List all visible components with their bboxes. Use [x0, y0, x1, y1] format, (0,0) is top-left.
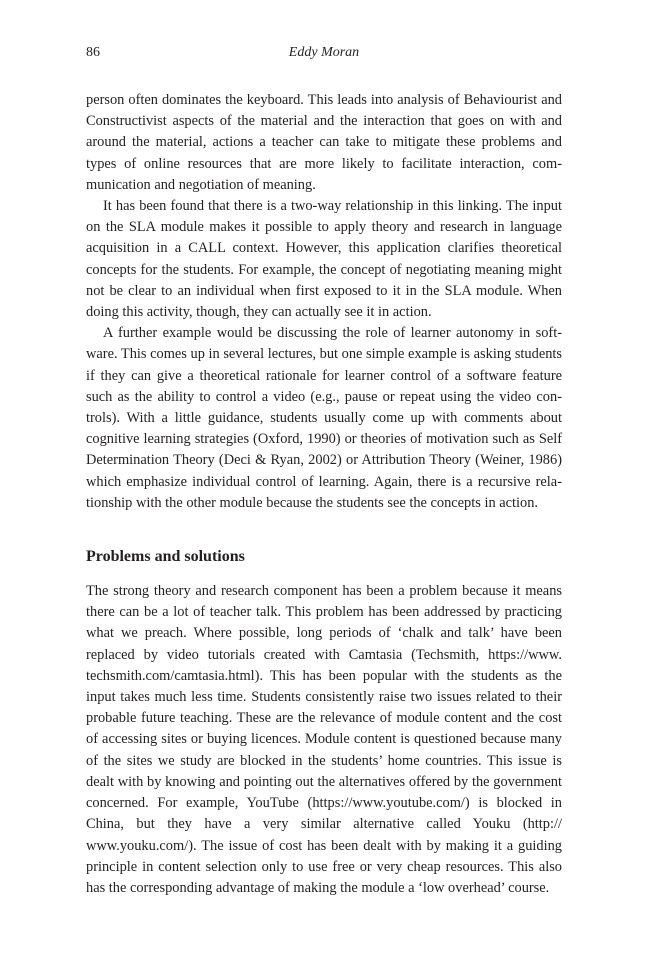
- page: [86, 0, 562, 899]
- running-head-author: Eddy Moran: [288, 45, 360, 60]
- paragraph-problems-and-solutions: The strong theory and research component has been a problem because it means there can be a lot of teacher talk. This problem has been addressed by practicing what we preach. Where possible, long periods of ‘chalk and talk’ have been replaced by video tutorials created with Camtasia (Techsmith, https://www.​techsmith.com/camtasia.html). This has been popular with the students as the input takes much less time. Students consistently raise two issues related to their probable future teaching. These are the relevance of module content and the cost of accessing sites or buying licences. Module content is questioned because many of the sites we study are blocked in the students’ home countries. This issue is dealt with by knowing and pointing out the alternatives offered by the government concerned. For example, YouTube (https://www.youtube.com/) is blocked in China, but they have a very similar alternative called Youku (http://​www.youku.com/). The issue of cost has been dealt with by making it a guiding principle in content selection only to use free or very cheap resources. This also has the corresponding advantage of making the module a ‘low overhead’ course.: [86, 583, 562, 896]
- paragraph-continued: person often dominates the keyboard. This leads into analysis of Behaviourist and Constructivist aspects of the material and the interaction that goes on with and around the material, actions a teacher can take to mitigate these problems and types of online resources that are more likely to facilitate interaction, communication and negotiation of meaning.: [86, 92, 562, 193]
- section-heading-problems-and-solutions: Problems and solutions: [86, 548, 245, 566]
- page-number: 86: [86, 45, 100, 60]
- paragraph-two-way-relationship: It has been found that there is a two-way relationship in this linking. The input on the SLA module makes it possible to apply theory and research in language acquisition in a CALL context. However, this application clarifies theoretical concepts for the students. For example, the concept of negotiating meaning might not be clear to an individual when first exposed to it in the SLA module. When doing this activity, though, they can actually see it in action.: [86, 198, 562, 321]
- running-head: [86, 43, 562, 63]
- paragraph-learner-autonomy: A further example would be discussing the role of learner autonomy in software. This comes up in several lectures, but one simple example is asking students if they can give a theoretical rationale for learner control of a software feature such as the ability to control a video (e.g., pause or repeat using the video controls). With a little guidance, students usually come up with comments about cognitive learning strategies (Oxford, 1990) or theories of motivation such as Self Determination Theory (Deci & Ryan, 2002) or Attribution Theory (Weiner, 1986) which emphasize individual control of learning. Again, there is a recursive relationship with the other module because the students see the concepts in action.: [86, 325, 562, 511]
- body-text: [86, 90, 562, 899]
